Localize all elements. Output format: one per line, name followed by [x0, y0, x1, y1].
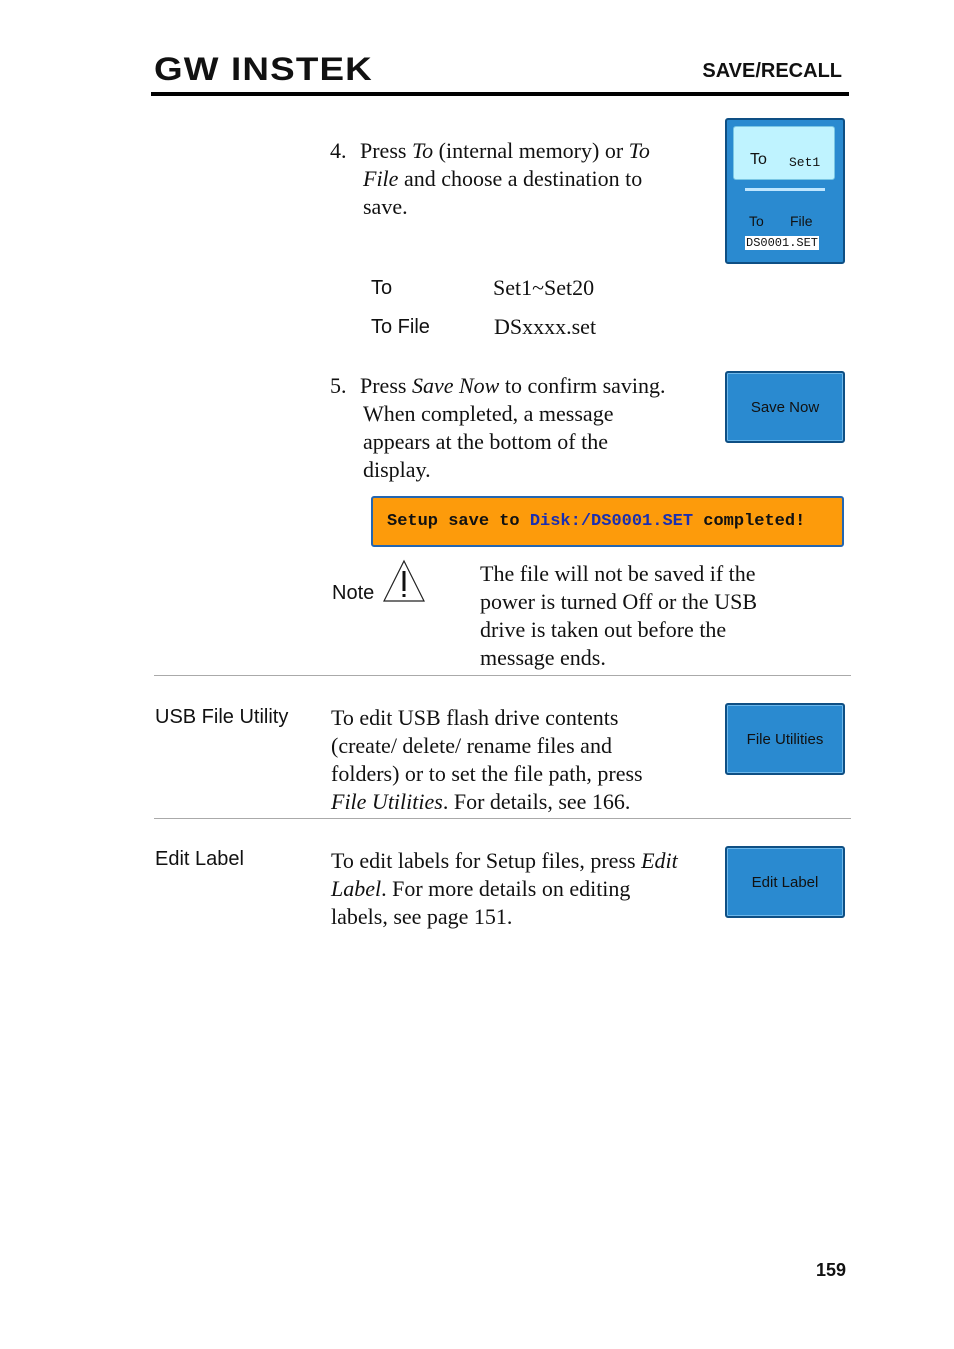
file-utilities-italic: File Utilities: [331, 789, 443, 814]
note-line: power is turned Off or the USB: [480, 589, 757, 614]
header-rule: [151, 92, 849, 96]
section-title: SAVE/RECALL: [702, 60, 842, 82]
body-line: (create/ delete/ rename files and: [331, 733, 612, 758]
step-text: appears at the bottom of the: [363, 429, 608, 454]
label-italic: Label: [331, 876, 382, 901]
body-line: To edit labels for Setup files, press: [331, 848, 642, 873]
step-text: and choose a destination to: [398, 166, 643, 191]
edit-label-label: Edit Label: [155, 848, 244, 870]
to-file-italic: File: [363, 166, 399, 191]
step-4: [330, 137, 710, 221]
dest-value: Set1~Set20: [493, 275, 595, 300]
usb-file-utility-text: [331, 704, 721, 816]
body-line: . For more details on editing: [381, 876, 631, 901]
step-number: 5.: [330, 373, 347, 398]
body-line: labels, see page 151.: [331, 904, 513, 929]
step-text: to confirm saving.: [499, 373, 666, 398]
note-line: The file will not be saved if the: [480, 561, 756, 586]
step-number: 4.: [330, 138, 347, 163]
to-file-value: DS0001.SET: [746, 236, 819, 250]
save-now-button[interactable]: Save Now: [725, 371, 845, 443]
dest-value: DSxxxx.set: [494, 314, 597, 339]
step-text: (internal memory) or: [433, 138, 629, 163]
page-number: 159: [815, 1260, 846, 1280]
to-label: To: [750, 151, 767, 168]
step-text: Press: [360, 373, 412, 398]
menu-divider: [745, 188, 825, 191]
note-text: [480, 560, 820, 672]
dest-label: To: [371, 277, 393, 299]
edit-label-text: [331, 847, 726, 931]
body-line: . For details, see 166.: [442, 789, 631, 814]
to-file-label: To: [749, 213, 764, 229]
divider: [154, 818, 851, 819]
divider: [154, 675, 851, 676]
step-text: save.: [363, 194, 408, 219]
note-line: drive is taken out before the: [480, 617, 727, 642]
edit-italic: Edit: [641, 848, 678, 873]
step-5: [330, 372, 720, 484]
step-text: Press: [360, 138, 412, 163]
warning-icon: [382, 559, 426, 603]
gw-instek-logo: GW INSTEK: [154, 51, 373, 87]
save-complete-banner: [371, 496, 844, 547]
note-label: Note: [332, 582, 375, 604]
to-file-button[interactable]: [727, 200, 843, 260]
to-button[interactable]: [733, 126, 835, 180]
banner-path: Disk:/DS0001.SET: [529, 512, 694, 531]
step-text: display.: [363, 457, 431, 482]
to-italic: To: [411, 138, 434, 163]
banner-text: completed!: [693, 512, 806, 531]
banner-text: Setup save to: [387, 512, 530, 531]
file-utilities-button[interactable]: File Utilities: [725, 703, 845, 775]
usb-file-utility-label: USB File Utility: [155, 706, 289, 728]
body-line: To edit USB flash drive contents: [331, 705, 619, 730]
dest-label: To File: [371, 316, 430, 338]
save-now-italic: Save Now: [411, 373, 500, 398]
to-file-label: File: [790, 213, 813, 229]
note-line: message ends.: [480, 645, 606, 670]
body-line: folders) or to set the file path, press: [331, 761, 643, 786]
edit-label-button[interactable]: Edit Label: [725, 846, 845, 918]
save-destination-menu: [725, 118, 845, 264]
to-file-italic: To: [628, 138, 650, 163]
step-text: When completed, a message: [363, 401, 614, 426]
to-value: Set1: [789, 155, 821, 170]
